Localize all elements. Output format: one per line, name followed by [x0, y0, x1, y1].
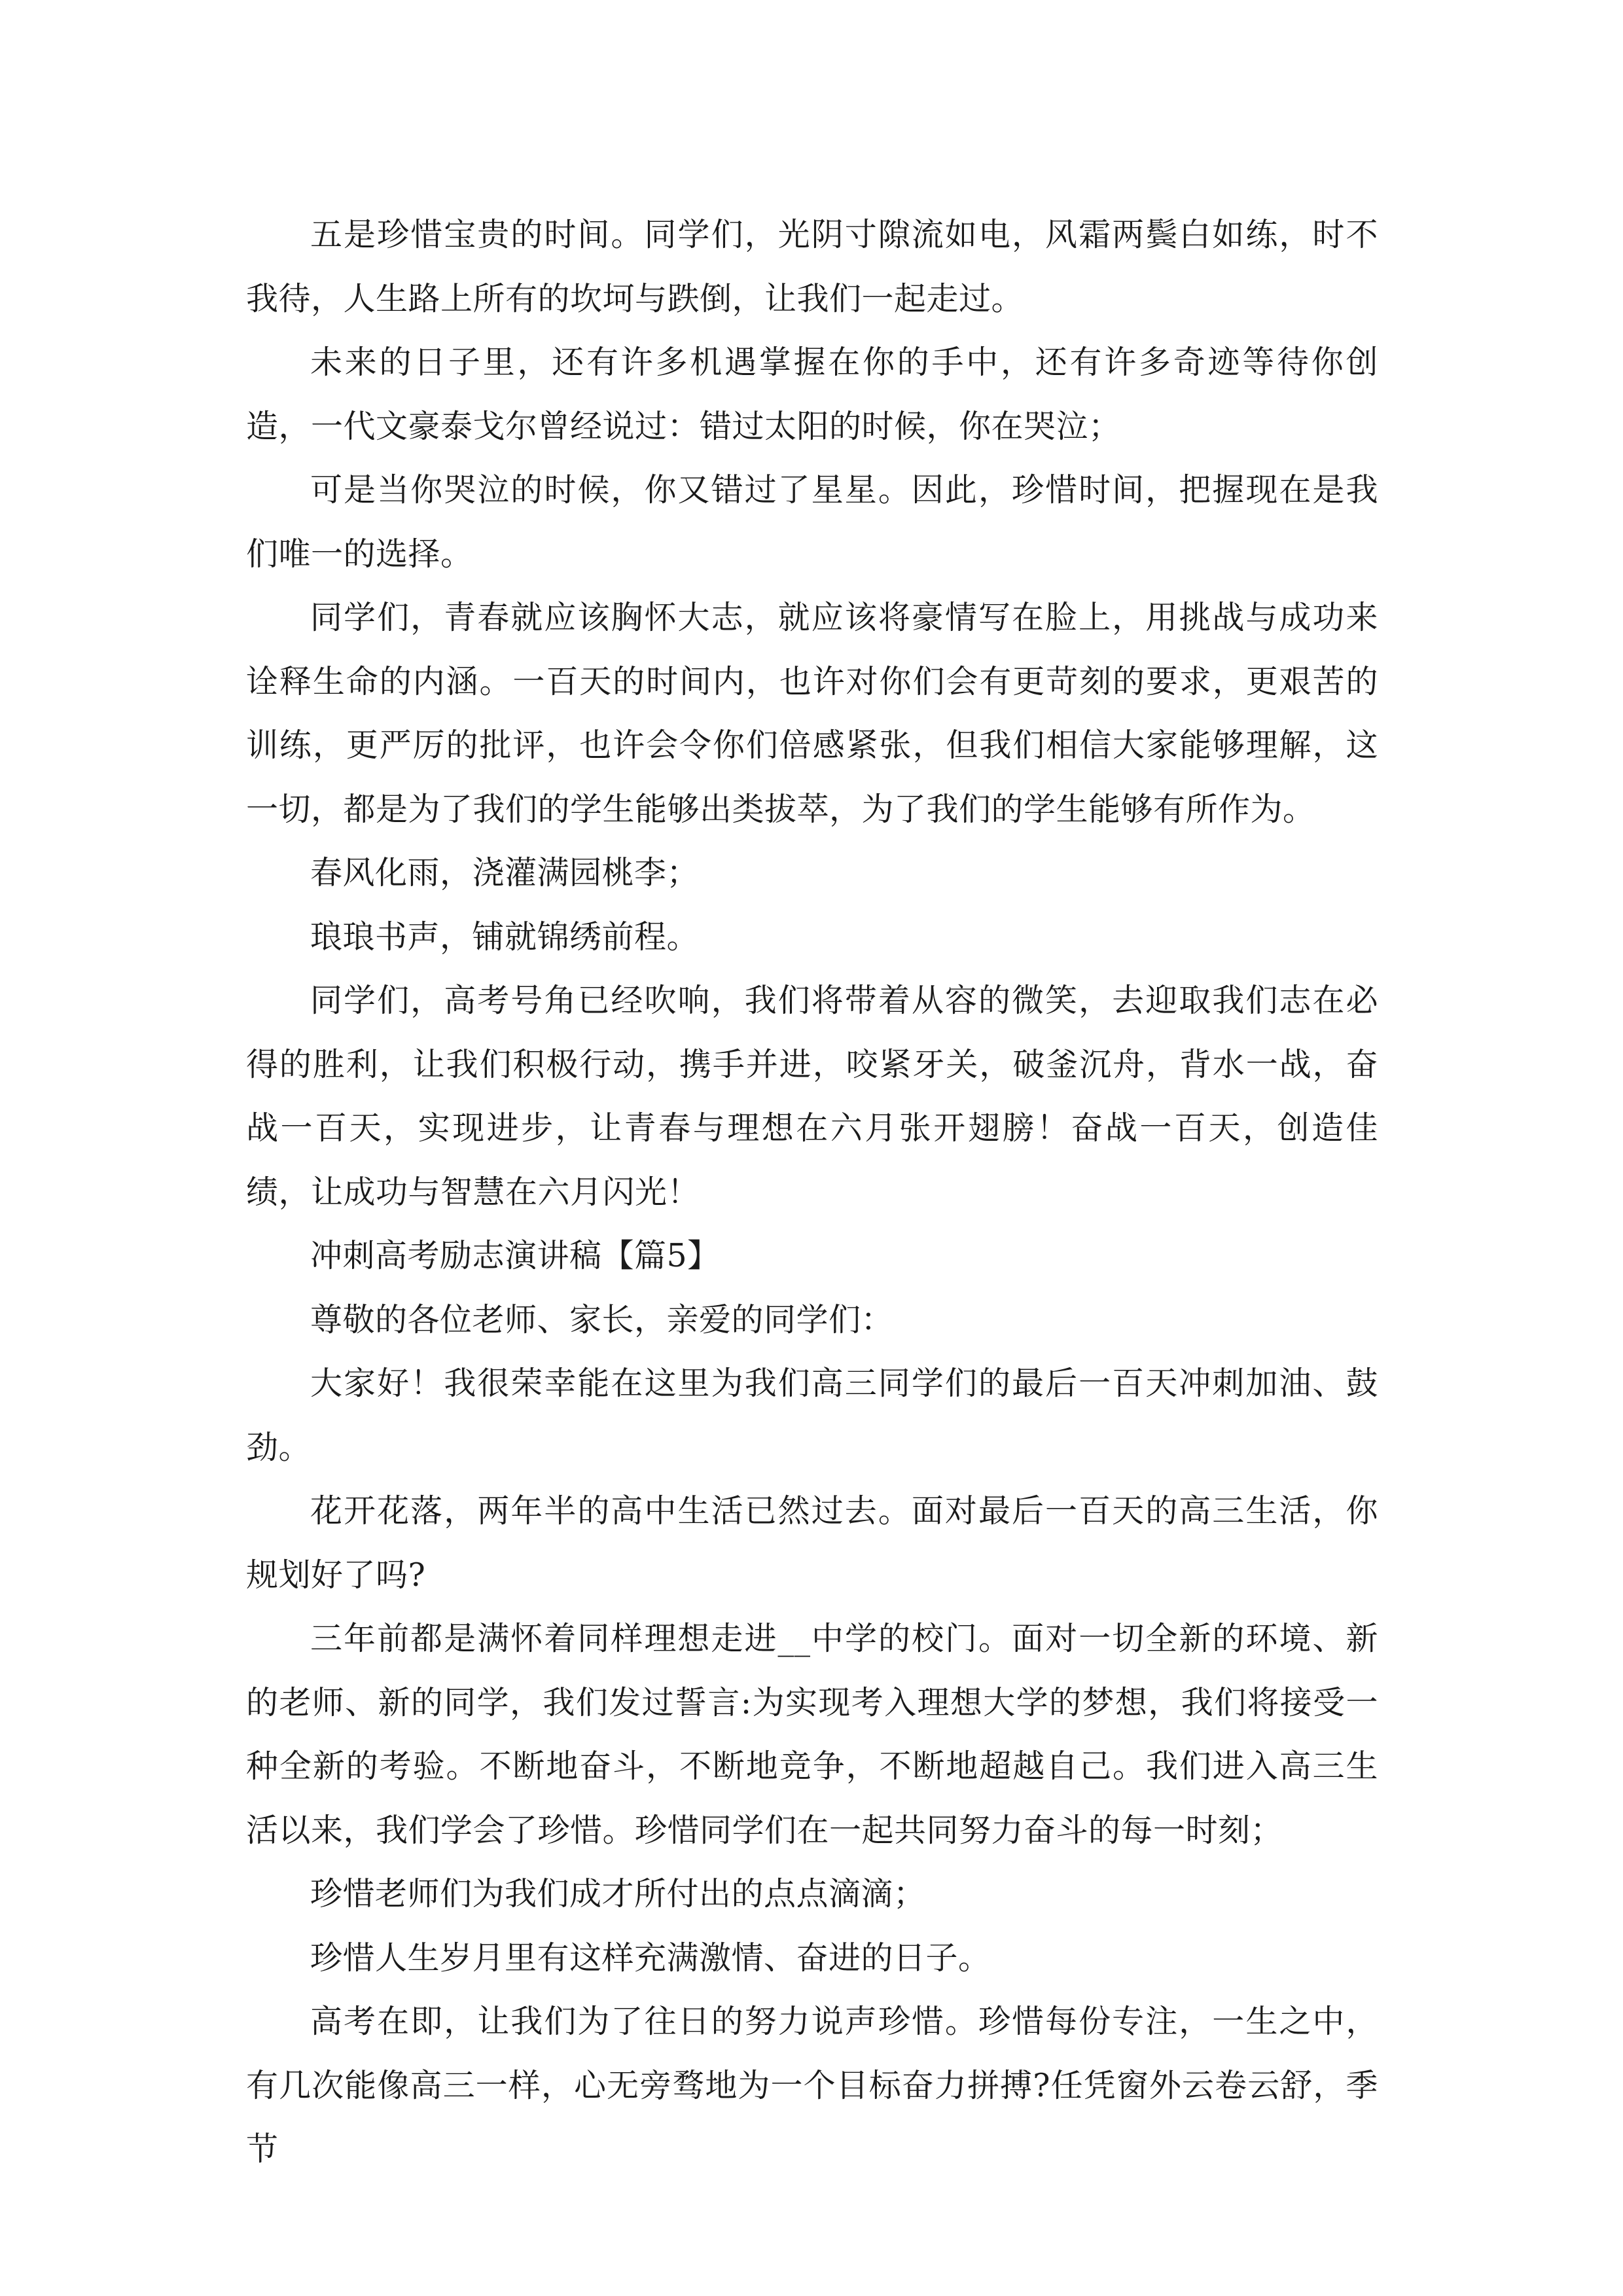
- paragraph: 可是当你哭泣的时候，你又错过了星星。因此，珍惜时间，把握现在是我们唯一的选择。: [246, 471, 1378, 573]
- paragraph: 同学们，青春就应该胸怀大志，就应该将豪情写在脸上，用挑战与成功来诠释生命的内涵。一百天的时间内，也许对你们会有更苛刻的要求，更艰苦的训练，更严厉的批评，也许会令你们倍感紧张，但我们相信大家能够理解，这一切，都是为了我们的学生能够出类拔萃，为了我们的学生能够有所作为。: [246, 599, 1378, 828]
- paragraph: 未来的日子里，还有许多机遇掌握在你的手中，还有许多奇迹等待你创造，一代文豪泰戈尔曾经说过：错过太阳的时候，你在哭泣；: [246, 344, 1378, 445]
- paragraph: 春风化雨，浇灌满园桃李；: [310, 854, 700, 891]
- paragraph: 三年前都是满怀着同样理想走进__中学的校门。面对一切全新的环境、新的老师、新的同学，我们发过誓言:为实现考入理想大学的梦想，我们将接受一种全新的考验。不断地奋斗，不断地竞争，不断地超越自己。我们进入高三生活以来，我们学会了珍惜。珍惜同学们在一起共同努力奋斗的每一时刻；: [246, 1620, 1378, 1849]
- paragraph: 珍惜人生岁月里有这样充满激情、奋进的日子。: [310, 1939, 991, 1977]
- paragraph: 五是珍惜宝贵的时间。同学们，光阴寸隙流如电，风霜两鬓白如练，时不我待，人生路上所有的坎坷与跌倒，让我们一起走过。: [246, 216, 1378, 317]
- salutation: 尊敬的各位老师、家长，亲爱的同学们：: [310, 1300, 894, 1338]
- paragraph: 大家好！我很荣幸能在这里为我们高三同学们的最后一百天冲刺加油、鼓劲。: [246, 1365, 1378, 1466]
- document-body: [246, 203, 1378, 2181]
- paragraph: 花开花落，两年半的高中生活已然过去。面对最后一百天的高三生活，你规划好了吗?: [246, 1492, 1378, 1594]
- paragraph: 珍惜老师们为我们成才所付出的点点滴滴；: [310, 1875, 926, 1912]
- section-heading: 冲刺高考励志演讲稿【篇5】: [310, 1237, 720, 1274]
- paragraph: 同学们，高考号角已经吹响，我们将带着从容的微笑，去迎取我们志在必得的胜利，让我们积极行动，携手并进，咬紧牙关，破釜沉舟，背水一战，奋战一百天，实现进步，让青春与理想在六月张开翅膀！奋战一百天，创造佳绩，让成功与智慧在六月闪光！: [246, 982, 1378, 1211]
- paragraph: 琅琅书声，铺就锦绣前程。: [310, 918, 700, 956]
- paragraph: 高考在即，让我们为了往日的努力说声珍惜。珍惜每份专注，一生之中，有几次能像高三一样，心无旁骛地为一个目标奋力拼搏?任凭窗外云卷云舒，季节: [246, 2003, 1378, 2168]
